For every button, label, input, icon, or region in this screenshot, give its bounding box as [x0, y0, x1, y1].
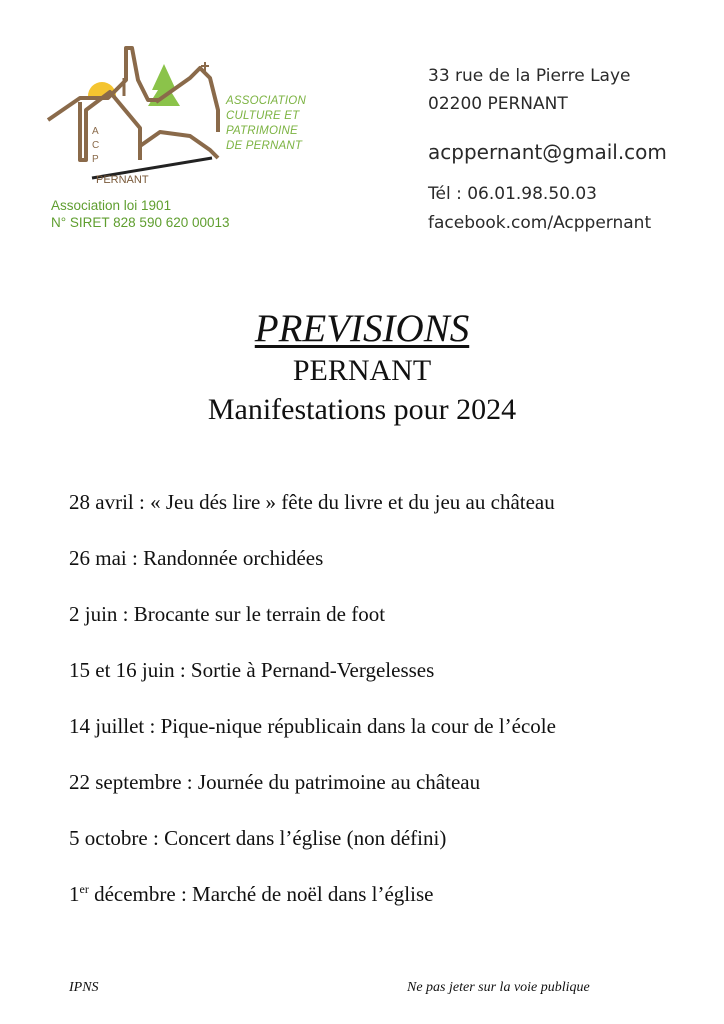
siret-number: N° SIRET 828 590 620 00013 — [51, 215, 230, 230]
logo-letter-a: A — [92, 126, 99, 137]
page-subtitle: Manifestations pour 2024 — [207, 393, 517, 426]
logo-village-name: PERNANT — [96, 174, 149, 186]
event-date: 28 avril — [69, 490, 134, 514]
legal-info — [51, 197, 230, 231]
event-date: 5 octobre — [69, 826, 148, 850]
event-date: 26 mai — [69, 546, 127, 570]
village-heading: PERNANT — [292, 354, 432, 387]
event-item: 1er décembre : Marché de noël dans l’église — [69, 882, 434, 906]
association-name-line: PATRIMOINE — [226, 125, 298, 137]
event-description: Marché de noël dans l’église — [192, 882, 434, 906]
event-description: Brocante sur le terrain de foot — [133, 602, 386, 626]
association-name-line: CULTURE ET — [226, 110, 300, 122]
event-date: 2 juin — [69, 602, 118, 626]
event-item: 22 septembre : Journée du patrimoine au château — [69, 770, 481, 794]
street-address: 33 rue de la Pierre Laye — [428, 66, 631, 86]
event-date: 15 et 16 juin — [69, 658, 175, 682]
footer-ipns: IPNS — [69, 980, 99, 995]
logo-letter-c: C — [92, 140, 100, 151]
event-description: Journée du patrimoine au château — [197, 770, 481, 794]
event-description: Concert dans l’église (non défini) — [164, 826, 447, 850]
event-date-month: décembre — [88, 882, 176, 906]
event-date: 22 septembre — [69, 770, 182, 794]
event-description: Pique-nique républicain dans la cour de l’école — [160, 714, 556, 738]
event-item: 26 mai : Randonnée orchidées — [69, 546, 324, 570]
event-date: 14 juillet — [69, 714, 145, 738]
event-description: Sortie à Pernand-Vergelesses — [190, 658, 435, 682]
event-item: 14 juillet : Pique-nique républicain dans la cour de l’école — [69, 714, 556, 738]
event-description: « Jeu dés lire » fête du livre et du jeu au château — [150, 490, 555, 514]
event-item: 28 avril : « Jeu dés lire » fête du livre et du jeu au château — [69, 490, 555, 514]
facebook-link[interactable]: facebook.com/Acppernant — [428, 213, 652, 233]
logo-letter-p: P — [92, 154, 99, 165]
event-description: Randonnée orchidées — [143, 546, 324, 570]
event-item: 5 octobre : Concert dans l’église (non défini) — [69, 826, 447, 850]
city-address: 02200 PERNANT — [428, 94, 568, 114]
page-title: PREVISIONS — [254, 307, 470, 350]
phone-number: Tél : 06.01.98.50.03 — [428, 184, 597, 204]
event-item: 2 juin : Brocante sur le terrain de foot — [69, 602, 386, 626]
email-link[interactable]: acppernant@gmail.com — [428, 140, 667, 164]
association-name — [226, 94, 336, 154]
association-name-line: ASSOCIATION — [226, 95, 306, 107]
event-date: 1 — [69, 882, 80, 906]
event-item: 15 et 16 juin : Sortie à Pernand-Vergelesses — [69, 658, 435, 682]
association-type: Association loi 1901 — [51, 198, 172, 213]
footer-notice: Ne pas jeter sur la voie publique — [407, 980, 590, 995]
association-name-line: DE PERNANT — [226, 140, 303, 152]
event-date-suffix: er — [79, 882, 89, 896]
